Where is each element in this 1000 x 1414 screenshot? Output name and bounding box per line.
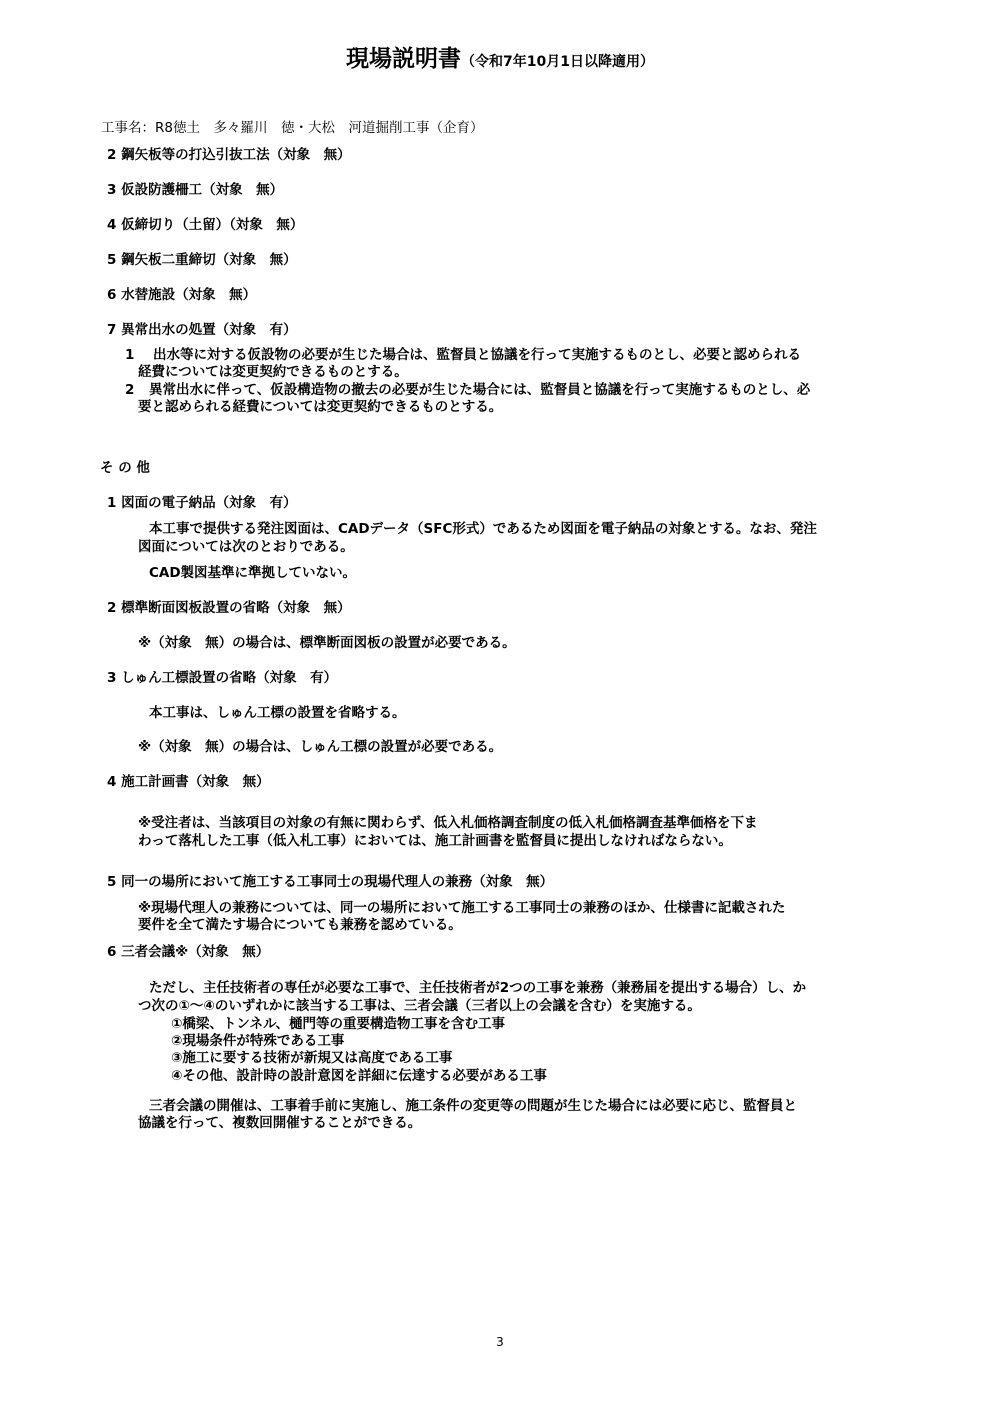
paragraph-line: 協議を行って、複数回開催することができる。 bbox=[138, 1115, 422, 1131]
paragraph-line: 出水等に対する仮設物の必要が生じた場合は、監督員と協議を行って実施するものとし、必要と認められる bbox=[153, 347, 801, 363]
section-heading: 1 図面の電子納品（対象 有） bbox=[107, 495, 297, 511]
section-heading: 7 異常出水の処置（対象 有） bbox=[107, 322, 297, 338]
paragraph-line: わって落札した工事（低入札工事）においては、施工計画書を監督員に提出しなければならない。 bbox=[138, 833, 732, 849]
paragraph-line: 要と認められる経費については変更契約できるものとする。 bbox=[138, 399, 503, 415]
document-title bbox=[0, 48, 1000, 71]
section-heading: 2 標準断面図板設置の省略（対象 無） bbox=[107, 600, 351, 616]
section-heading: 4 施工計画書（対象 無） bbox=[107, 774, 270, 790]
others-heading: そ の 他 bbox=[100, 460, 150, 476]
paragraph-line: 本工事で提供する発注図面は、CADデータ（SFC形式）であるため図面を電子納品の対象とする。なお、発注 bbox=[149, 521, 817, 537]
paragraph-line: 図面については次のとおりである。 bbox=[138, 539, 354, 555]
section-heading: 6 水替施設（対象 無） bbox=[107, 287, 257, 303]
title-subtitle: （令和7年10月1日以降適用） bbox=[461, 54, 654, 70]
item-number: 2 bbox=[125, 382, 135, 398]
paragraph-line: 経費については変更契約できるものとする。 bbox=[138, 364, 408, 380]
note-line: ※（対象 無）の場合は、しゅん工標の設置が必要である。 bbox=[138, 739, 503, 755]
section-heading: 2 鋼矢板等の打込引抜工法（対象 無） bbox=[107, 147, 351, 163]
page-number: 3 bbox=[496, 1335, 504, 1349]
paragraph-line: 異常出水に伴って、仮設構造物の撤去の必要が生じた場合には、監督員と協議を行って実施するものとし、必 bbox=[149, 382, 811, 398]
note-line: ※（対象 無）の場合は、標準断面図板の設置が必要である。 bbox=[138, 635, 516, 651]
item-number: 1 bbox=[125, 347, 135, 363]
title-main: 現場説明書 bbox=[346, 46, 462, 72]
paragraph-line: 三者会議の開催は、工事着手前に実施し、施工条件の変更等の問題が生じた場合には必要に応じ、監督員と bbox=[149, 1098, 797, 1114]
section-heading: 3 仮設防護柵工（対象 無） bbox=[107, 182, 284, 198]
list-item: ②現場条件が特殊である工事 bbox=[171, 1033, 345, 1049]
section-heading: 4 仮締切り（土留）（対象 無） bbox=[107, 217, 304, 233]
section-heading: 3 しゅん工標設置の省略（対象 有） bbox=[107, 670, 338, 686]
paragraph-line: ただし、主任技術者の専任が必要な工事で、主任技術者が2つの工事を兼務（兼務届を提出する場合）し、か bbox=[149, 980, 807, 996]
section-heading: 6 三者会議※（対象 無） bbox=[107, 944, 270, 960]
section-heading: 5 鋼矢板二重締切（対象 無） bbox=[107, 252, 297, 268]
paragraph-line: 本工事は、しゅん工標の設置を省略する。 bbox=[149, 705, 406, 721]
section-heading: 5 同一の場所において施工する工事同士の現場代理人の兼務（対象 無） bbox=[107, 874, 554, 890]
paragraph-line: ※受注者は、当該項目の対象の有無に関わらず、低入札価格調査制度の低入札価格調査基準価格を下ま bbox=[138, 815, 758, 831]
list-item: ③施工に要する技術が新規又は高度である工事 bbox=[171, 1050, 453, 1066]
list-item: ①橋梁、トンネル、樋門等の重要構造物工事を含む工事 bbox=[171, 1016, 505, 1032]
paragraph-line: CAD製図基準に準拠していない。 bbox=[149, 565, 357, 581]
paragraph-line: 要件を全て満たす場合についても兼務を認めている。 bbox=[138, 917, 462, 933]
project-name: 工事名：R8徳土 多々羅川 徳・大松 河道掘削工事（企育） bbox=[101, 120, 484, 136]
paragraph-line: つ次の①～④のいずれかに該当する工事は、三者会議（三者以上の会議を含む）を実施する。 bbox=[138, 998, 701, 1014]
list-item: ④その他、設計時の設計意図を詳細に伝達する必要がある工事 bbox=[171, 1068, 547, 1084]
paragraph-line: ※現場代理人の兼務については、同一の場所において施工する工事同士の兼務のほか、仕様書に記載された bbox=[138, 900, 786, 916]
